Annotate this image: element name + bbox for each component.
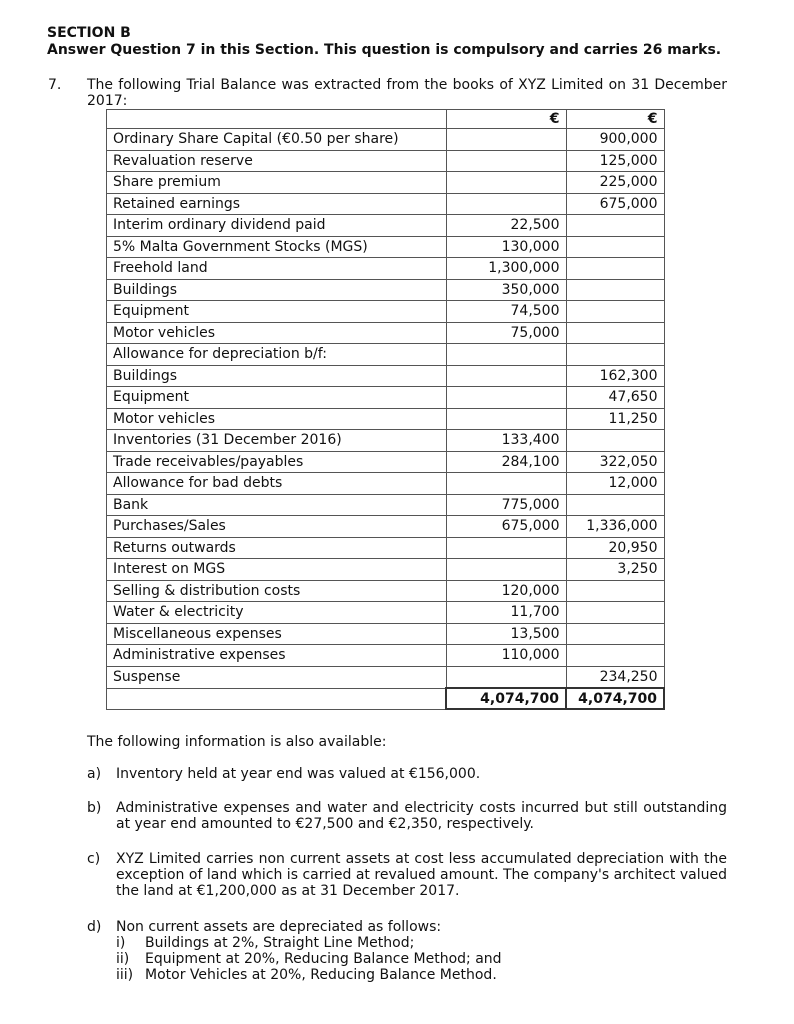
debit-cell: 350,000 [446,279,566,301]
table-row [107,172,665,194]
account-name-cell: Miscellaneous expenses [107,623,447,645]
credit-cell [566,645,664,667]
account-name-cell: Water & electricity [107,602,447,624]
account-name-cell: Suspense [107,666,447,688]
debit-cell [446,344,566,366]
account-name-cell: Motor vehicles [107,322,447,344]
credit-cell: 162,300 [566,365,664,387]
header-credit-cell: € [566,110,664,129]
table-row [107,559,665,581]
depreciation-buildings [116,935,727,951]
credit-cell [566,344,664,366]
question-intro: The following Trial Balance was extracted from the books of XYZ Limited on 31 December 2017: [87,77,727,109]
credit-cell: 125,000 [566,150,664,172]
table-row [107,365,665,387]
debit-cell: 675,000 [446,516,566,538]
debit-cell: 284,100 [446,451,566,473]
table-row [107,516,665,538]
credit-cell [566,430,664,452]
item-text: Administrative expenses and water and electricity costs incurred but still outstanding at year end amounted to €27,500 and €2,350, respectively. [116,800,727,832]
header-debit-cell: € [446,110,566,129]
table-row [107,322,665,344]
info-item-a [87,766,727,782]
debit-cell [446,408,566,430]
table-row [107,580,665,602]
debit-cell [446,193,566,215]
debit-cell: 1,300,000 [446,258,566,280]
account-name-cell: Purchases/Sales [107,516,447,538]
table-row [107,387,665,409]
account-name-cell: Motor vehicles [107,408,447,430]
account-name-cell: Selling & distribution costs [107,580,447,602]
debit-cell: 11,700 [446,602,566,624]
debit-cell [446,172,566,194]
sub-item-num: ii) [116,951,130,967]
credit-cell: 11,250 [566,408,664,430]
table-row [107,623,665,645]
section-instruction: Answer Question 7 in this Section. This question is compulsory and carries 26 marks. [47,42,722,58]
account-name-cell: Allowance for bad debts [107,473,447,495]
account-name-cell: Freehold land [107,258,447,280]
item-letter: d) [87,919,102,935]
sub-item-text: Buildings at 2%, Straight Line Method; [145,935,415,951]
item-text: XYZ Limited carries non current assets at cost less accumulated depreciation with the exception of land which is carried at revalued amount. The company's architect valued the land at €1,200,000 as at 31 December 2017. [116,851,727,899]
debit-cell [446,387,566,409]
debit-cell: 75,000 [446,322,566,344]
account-name-cell: Equipment [107,301,447,323]
credit-cell: 47,650 [566,387,664,409]
table-row [107,494,665,516]
debit-cell [446,150,566,172]
table-row [107,279,665,301]
debit-cell: 13,500 [446,623,566,645]
table-row [107,473,665,495]
debit-cell [446,365,566,387]
credit-cell [566,215,664,237]
debit-cell [446,537,566,559]
sub-item-num: i) [116,935,126,951]
credit-cell: 900,000 [566,129,664,151]
item-letter: b) [87,800,102,816]
table-row [107,430,665,452]
table-row [107,408,665,430]
question-number: 7. [48,77,62,93]
credit-cell [566,580,664,602]
debit-cell: 130,000 [446,236,566,258]
account-name-cell: Bank [107,494,447,516]
table-row [107,602,665,624]
table-row [107,129,665,151]
account-name-cell: Allowance for depreciation b/f: [107,344,447,366]
table-row [107,344,665,366]
total-credit-cell: 4,074,700 [566,688,664,709]
account-name-cell: Interest on MGS [107,559,447,581]
table-row [107,150,665,172]
debit-cell: 74,500 [446,301,566,323]
credit-cell [566,279,664,301]
account-name-cell: Ordinary Share Capital (€0.50 per share) [107,129,447,151]
table-row [107,451,665,473]
debit-cell: 120,000 [446,580,566,602]
table-row [107,193,665,215]
account-name-cell: Retained earnings [107,193,447,215]
table-row [107,215,665,237]
additional-info-heading: The following information is also available: [87,734,387,750]
table-row [107,301,665,323]
depreciation-equipment [116,951,727,967]
trial-balance-table [106,109,665,710]
credit-cell [566,602,664,624]
account-name-cell: Administrative expenses [107,645,447,667]
account-name-cell: Buildings [107,365,447,387]
credit-cell: 225,000 [566,172,664,194]
sub-item-text: Motor Vehicles at 20%, Reducing Balance Method. [145,967,497,983]
sub-item-num: iii) [116,967,134,983]
account-name-cell: Share premium [107,172,447,194]
account-name-cell: Returns outwards [107,537,447,559]
account-name-cell: Inventories (31 December 2016) [107,430,447,452]
credit-cell [566,494,664,516]
total-label-cell [107,688,447,709]
item-letter: c) [87,851,101,867]
account-name-cell: Revaluation reserve [107,150,447,172]
total-debit-cell: 4,074,700 [446,688,566,709]
item-body [116,919,727,983]
credit-cell: 322,050 [566,451,664,473]
item-text: Inventory held at year end was valued at €156,000. [116,766,481,782]
debit-cell [446,666,566,688]
account-name-cell: Trade receivables/payables [107,451,447,473]
item-text: Non current assets are depreciated as follows: [116,919,442,935]
credit-cell: 234,250 [566,666,664,688]
credit-cell [566,236,664,258]
debit-cell: 22,500 [446,215,566,237]
credit-cell: 675,000 [566,193,664,215]
debit-cell: 775,000 [446,494,566,516]
credit-cell: 12,000 [566,473,664,495]
table-header-row [107,110,665,129]
info-item-b [87,800,727,832]
credit-cell: 3,250 [566,559,664,581]
credit-cell [566,258,664,280]
credit-cell [566,301,664,323]
item-letter: a) [87,766,102,782]
account-name-cell: 5% Malta Government Stocks (MGS) [107,236,447,258]
table-row [107,258,665,280]
credit-cell [566,623,664,645]
sub-item-text: Equipment at 20%, Reducing Balance Method; and [145,951,502,967]
table-row [107,666,665,688]
debit-cell [446,473,566,495]
section-title: SECTION B [47,25,131,41]
account-name-cell: Equipment [107,387,447,409]
account-name-cell: Buildings [107,279,447,301]
info-item-d [87,919,727,983]
credit-cell: 20,950 [566,537,664,559]
table-row [107,537,665,559]
credit-cell [566,322,664,344]
total-row [107,688,665,709]
debit-cell [446,559,566,581]
debit-cell: 110,000 [446,645,566,667]
table-row [107,645,665,667]
debit-cell: 133,400 [446,430,566,452]
credit-cell: 1,336,000 [566,516,664,538]
depreciation-motor-vehicles [116,967,727,983]
info-item-c [87,851,727,899]
account-name-cell: Interim ordinary dividend paid [107,215,447,237]
header-label-cell [107,110,447,129]
table-row [107,236,665,258]
debit-cell [446,129,566,151]
